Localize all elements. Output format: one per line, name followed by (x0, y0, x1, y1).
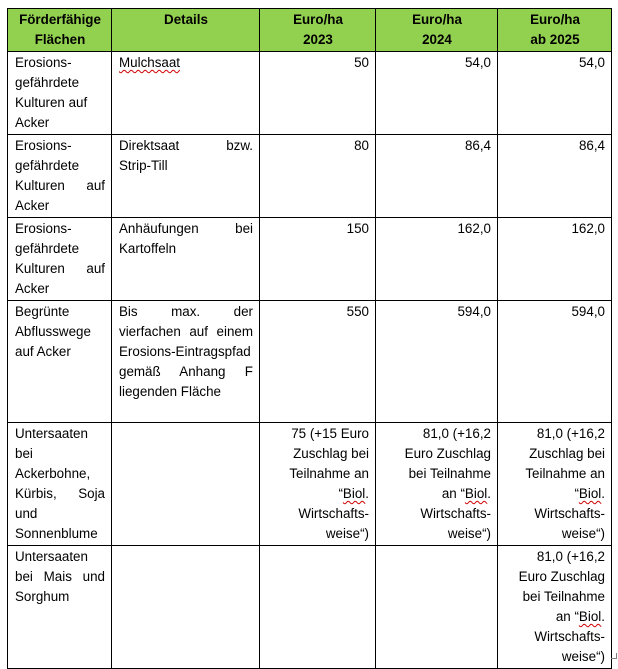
header-line: ab 2025 (530, 32, 580, 47)
cell-details: Bis max. der vierfachen auf einem Erosions-Eintragspfad gemäß Anhang F liegenden Fläche (112, 301, 260, 423)
cell-euro-2023: 550 (260, 301, 376, 423)
table-row (8, 52, 612, 135)
cell-euro-2024: 162,0 (376, 218, 498, 301)
header-line: Flächen (34, 32, 86, 47)
cell-euro-2024: 86,4 (376, 135, 498, 218)
table-header-row (8, 9, 612, 52)
header-line: Details (164, 12, 208, 27)
cell-euro-2023: 150 (260, 218, 376, 301)
cell-euro-ab-2025: 81,0 (+16,2 Zuschlag bei Teilnahme an “Biol. Wirtschafts- weise“) (498, 423, 612, 546)
cell-euro-ab-2025: 162,0 (498, 218, 612, 301)
cell-details (112, 423, 260, 546)
cell-euro-2024: 54,0 (376, 52, 498, 135)
header-foerderfaehige-flaechen (8, 9, 112, 52)
cell-details (112, 52, 260, 135)
cell-details (112, 546, 260, 669)
table-row (8, 301, 612, 423)
cell-flaeche: Erosions- gefährdete Kulturen auf Acker (8, 52, 112, 135)
cell-flaeche: Untersaaten bei Ackerbohne, Kürbis, Soja und Sonnenblume (8, 423, 112, 546)
cell-euro-2023: 80 (260, 135, 376, 218)
cell-euro-2024 (376, 546, 498, 669)
table-row (8, 546, 612, 669)
cell-euro-ab-2025: 594,0 (498, 301, 612, 423)
header-line: 2023 (303, 32, 333, 47)
header-euro-2023 (260, 9, 376, 52)
header-euro-ab-2025 (498, 9, 612, 52)
header-line: 2024 (422, 32, 452, 47)
cell-euro-2023: 50 (260, 52, 376, 135)
header-line: Euro/ha (530, 12, 580, 27)
cell-euro-ab-2025: 86,4 (498, 135, 612, 218)
cell-euro-2023 (260, 546, 376, 669)
details-text: Mulchsaat (119, 55, 181, 70)
header-details (112, 9, 260, 52)
table-row (8, 135, 612, 218)
header-line: Euro/ha (412, 12, 462, 27)
header-line: Euro/ha (293, 12, 343, 27)
cell-details: Direktsaat bzw. Strip-Till (112, 135, 260, 218)
table-row (8, 423, 612, 546)
cell-flaeche: Begrünte Abflusswege auf Acker (8, 301, 112, 423)
cell-flaeche: Erosions- gefährdete Kulturen auf Acker (8, 218, 112, 301)
cell-euro-2023: 75 (+15 Euro Zuschlag bei Teilnahme an “Biol. Wirtschafts- weise“) (260, 423, 376, 546)
funding-rates-table (7, 8, 612, 669)
header-euro-2024 (376, 9, 498, 52)
cell-euro-2024: 81,0 (+16,2 Euro Zuschlag bei Teilnahme an “Biol. Wirtschafts- weise“) (376, 423, 498, 546)
cell-euro-ab-2025: 54,0 (498, 52, 612, 135)
cell-flaeche: Erosions- gefährdete Kulturen auf Acker (8, 135, 112, 218)
header-line: Förderfähige (19, 12, 101, 27)
cell-euro-2024: 594,0 (376, 301, 498, 423)
cell-euro-ab-2025: 81,0 (+16,2 Euro Zuschlag bei Teilnahme an “Biol. Wirtschafts- weise“) (498, 546, 612, 669)
cell-details: Anhäufungen bei Kartoffeln (112, 218, 260, 301)
table-row (8, 218, 612, 301)
table-resize-handle[interactable] (611, 653, 617, 659)
cell-flaeche: Untersaaten bei Mais und Sorghum (8, 546, 112, 669)
